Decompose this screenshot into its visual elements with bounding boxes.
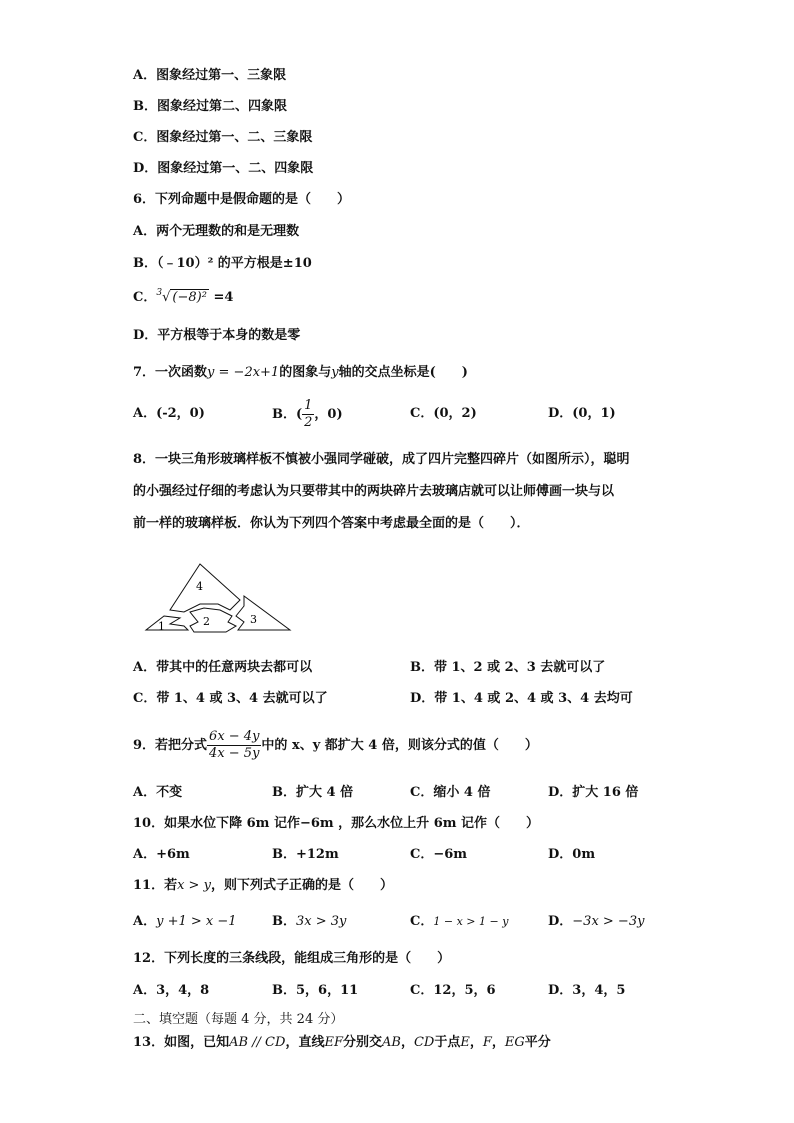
q9-stem-post: 中的 x、y 都扩大 4 倍，则该分式的值（ ） [261,738,538,753]
q7-equation: y = −2x+1 [207,365,280,380]
fraction-denominator: 4x − 5y [209,746,260,761]
q11-option-a-expr: y +1 > x −1 [156,914,237,929]
q9-stem [133,729,538,762]
q13-ab-parallel-cd: AB // CD [229,1035,286,1050]
q13-mid2: 分别交 [342,1035,382,1050]
q13-sep3: ， [491,1035,505,1050]
q8-stem-line-3: 前一样的玻璃样板．你认为下列四个答案中考虑最全面的是（ ）． [133,516,530,531]
q7-stem-pre: 7．一次函数 [133,365,208,380]
q12-option-b: B．5，6，11 [272,983,359,998]
q9-option-a: A．不变 [133,785,183,800]
q11-stem [133,878,393,894]
figure-label-3: 3 [250,613,257,626]
q9-option-b: B．扩大 4 倍 [272,785,354,800]
q6-option-c-label: C． [133,290,157,305]
q6-option-a: A．两个无理数的和是无理数 [133,224,300,239]
q11-option-c-label: C． [410,914,434,929]
root-radicand: (−8)² [172,290,207,305]
q6-option-c [133,290,233,307]
q13-point-e: E [460,1035,470,1050]
q9-stem-pre: 9．若把分式 [133,738,208,753]
q7-stem-mid: 的图象与 [279,365,332,380]
figure-label-1: 1 [158,620,165,633]
glass-piece-1 [146,616,188,630]
q11-stem-post: ，则下列式子正确的是（ ） [210,878,393,893]
q8-option-d: D．带 1、4 或 2、4 或 3、4 去均可 [410,691,633,706]
q11-option-c-expr: 1 − x > 1 − y [433,915,509,928]
q7-option-b [272,398,343,431]
q13-mid1: ，直线 [285,1035,325,1050]
q10-option-a: A．+6m [133,847,190,862]
q7-axis-var: y [331,365,339,380]
q13-line-cd: CD [413,1035,435,1050]
q11-option-b-label: B． [272,914,296,929]
fraction-numerator: 1 [304,398,313,413]
fraction-denominator: 2 [304,415,313,430]
q13-point-f: F [482,1035,492,1050]
q13-line-ef: EF [324,1035,343,1050]
q5-option-b: B．图象经过第二、四象限 [133,99,287,114]
q7-option-d: D．(0，1) [548,406,616,421]
fraction-numerator: 6x − 4y [209,729,260,744]
q13-sep: ， [400,1035,414,1050]
q12-stem: 12．下列长度的三条线段，能组成三角形的是（ ） [133,951,451,966]
q13-stem [133,1035,551,1051]
q10-option-b: B．+12m [272,847,339,862]
q8-option-b: B．带 1、2 或 2、3 去就可以了 [410,660,606,675]
q11-option-a-label: A． [133,914,157,929]
glass-piece-4 [170,564,240,612]
figure-label-2: 2 [203,615,210,628]
q7-stem [133,365,468,381]
q13-line-eg: EG [504,1035,525,1050]
q12-option-c: C．12，5，6 [410,983,496,998]
q11-stem-pre: 11．若 [133,878,178,893]
q10-option-c: C．−6m [410,847,468,862]
q6-option-b: B．（﹣10）² 的平方根是±10 [133,256,312,271]
q13-post: 平分 [524,1035,551,1050]
glass-piece-3 [236,596,290,630]
q5-option-d: D．图象经过第一、二、四象限 [133,161,314,176]
figure-label-4: 4 [196,580,203,593]
q11-option-b-expr: 3x > 3y [296,914,347,929]
q13-pre: 13．如图，已知 [133,1035,230,1050]
q11-option-b [272,914,346,930]
cube-root-expression: $^3$√ (−8)² [156,288,207,305]
q12-option-a: A．3，4，8 [133,983,210,998]
q8-option-c: C．带 1、4 或 3、4 去就可以了 [133,691,328,706]
q7-stem-post: 轴的交点坐标是( ) [338,365,468,380]
q9-option-d: D．扩大 16 倍 [548,785,639,800]
q13-sep2: ， [469,1035,483,1050]
q6-stem: 6．下列命题中是假命题的是（ ） [133,192,351,207]
q10-option-d: D．0m [548,847,596,862]
q8-option-a: A．带其中的任意两块去都可以 [133,660,313,675]
q7-option-b-pre: B．( [272,407,303,422]
q7-option-b-post: ，0) [314,407,343,422]
glass-piece-2 [190,608,236,632]
q11-option-d-expr: −3x > −3y [572,914,645,929]
q6-option-d: D．平方根等于本身的数是零 [133,328,301,343]
q7-option-a: A．(-2，0) [133,406,205,421]
q9-fraction [207,729,261,762]
q12-option-d: D．3，4，5 [548,983,626,998]
broken-glass-figure [140,560,300,640]
q11-option-d-label: D． [548,914,573,929]
q11-condition: x > y [177,878,211,893]
q8-stem-line-1: 8．一块三角形玻璃样板不慎被小强同学碰破，成了四片完整四碎片（如图所示），聪明 [133,452,630,467]
section-heading: 二、填空题（每题 4 分，共 24 分） [133,1012,344,1027]
q8-stem-line-2: 的小强经过仔细的考虑认为只要带其中的两块碎片去玻璃店就可以让师傅画一块与以 [133,484,615,499]
q10-stem: 10．如果水位下降 6m 记作−6m ，那么水位上升 6m 记作（ ） [133,816,540,831]
q11-option-c [410,914,508,930]
q5-option-c: C．图象经过第一、二、三象限 [133,130,313,145]
root-index: 3 [156,288,163,298]
q7-option-c: C．(0，2) [410,406,477,421]
q11-option-d [548,914,644,930]
q7-fraction [302,398,314,431]
q11-option-a [133,914,237,930]
q6-option-c-result: =4 [208,290,234,305]
q5-option-a: A．图象经过第一、三象限 [133,68,287,83]
q13-line-ab: AB [381,1035,401,1050]
q13-mid3: 于点 [434,1035,461,1050]
q9-option-c: C．缩小 4 倍 [410,785,491,800]
